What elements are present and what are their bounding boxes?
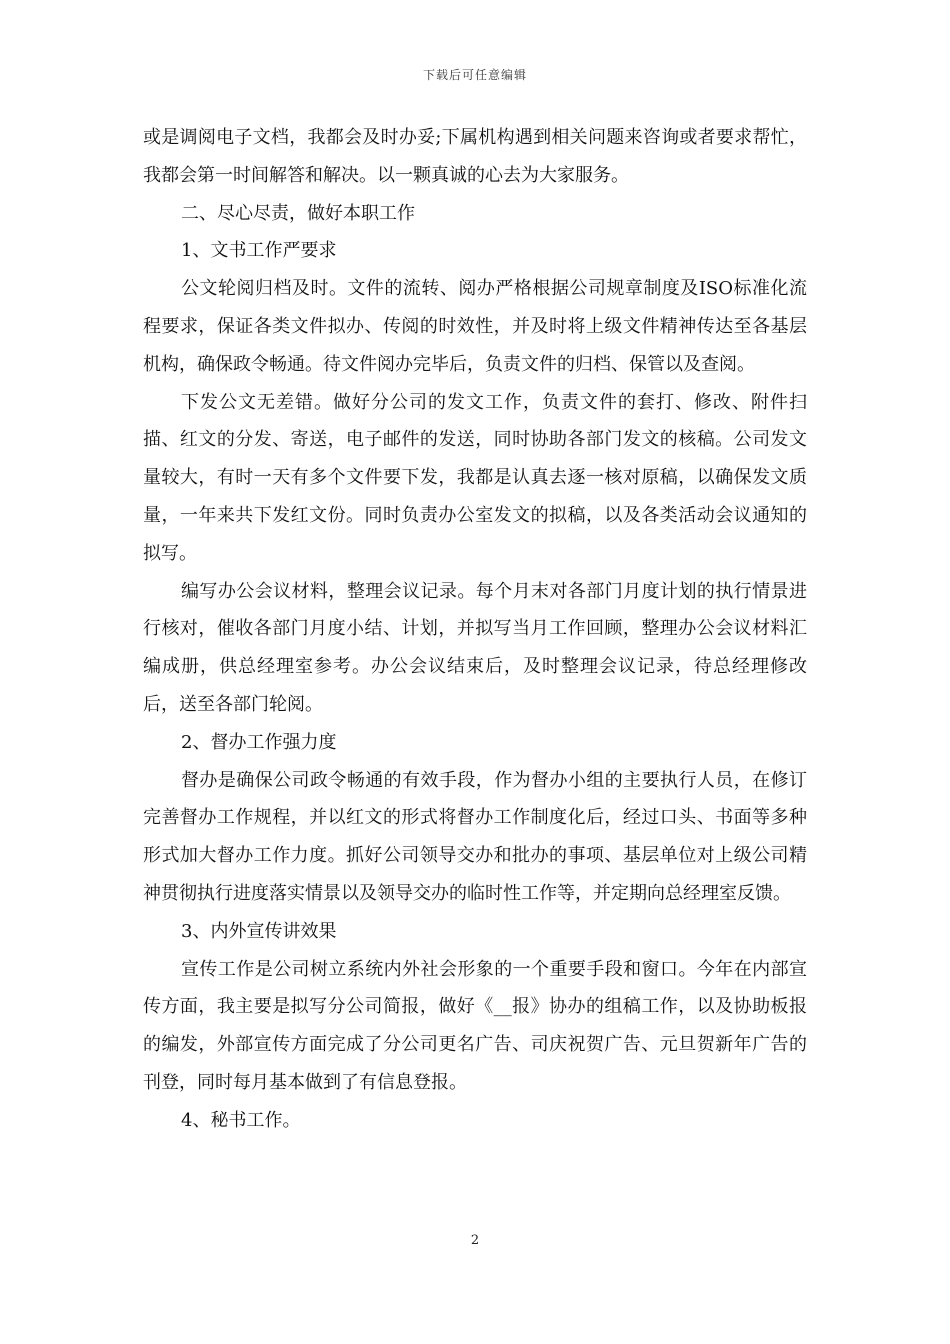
subsection-heading: 4、秘书工作。 (181, 1109, 301, 1131)
paragraph: 编写办公会议材料，整理会议记录。每个月末对各部门月度计划的执行情景进行核对，催收各部门月度小结、计划，并拟写当月工作回顾，整理办公会议材料汇编成册，供总经理室参考。办公会议结束后，及时整理会议记录，待总经理修改后，送至各部门轮阅。 (143, 580, 807, 715)
paragraph: 宣传工作是公司树立系统内外社会形象的一个重要手段和窗口。今年在内部宣传方面，我主要是拟写分公司简报，做好《__报》协办的组稿工作，以及协助板报的编发，外部宣传方面完成了分公司更名广告、司庆祝贺广告、元旦贺新年广告的刊登，同时每月基本做到了有信息登报。 (143, 958, 807, 1093)
paragraph: 下发公文无差错。做好分公司的发文工作，负责文件的套打、修改、附件扫描、红文的分发、寄送，电子邮件的发送，同时协助各部门发文的核稿。公司发文量较大，有时一天有多个文件要下发，我都是认真去逐一核对原稿，以确保发文质量，一年来共下发红文份。同时负责办公室发文的拟稿，以及各类活动会议通知的拟写。 (143, 391, 807, 564)
paragraph: 督办是确保公司政令畅通的有效手段，作为督办小组的主要执行人员，在修订完善督办工作规程，并以红文的形式将督办工作制度化后，经过口头、书面等多种形式加大督办工作力度。抓好公司领导交办和批办的事项、基层单位对上级公司精神贯彻执行进度落实情景以及领导交办的临时性工作等，并定期向总经理室反馈。 (143, 769, 807, 904)
subsection-heading: 2、督办工作强力度 (181, 731, 337, 753)
page-header: 下载后可任意编辑 (422, 68, 527, 82)
paragraph: 公文轮阅归档及时。文件的流转、阅办严格根据公司规章制度及ISO标准化流程要求，保证各类文件拟办、传阅的时效性，并及时将上级文件精神传达至各基层机构，确保政令畅通。待文件阅办完毕后，负责文件的归档、保管以及查阅。 (143, 278, 807, 375)
page-number: 2 (470, 1233, 480, 1248)
paragraph: 或是调阅电子文档，我都会及时办妥;下属机构遇到相关问题来咨询或者要求帮忙，我都会第一时间解答和解决。以一颗真诚的心去为大家服务。 (143, 127, 807, 186)
subsection-heading: 1、文书工作严要求 (181, 240, 337, 262)
document-body (143, 119, 807, 1140)
section-heading: 二、尽心尽责，做好本职工作 (181, 202, 415, 224)
subsection-heading: 3、内外宣传讲效果 (181, 920, 337, 942)
